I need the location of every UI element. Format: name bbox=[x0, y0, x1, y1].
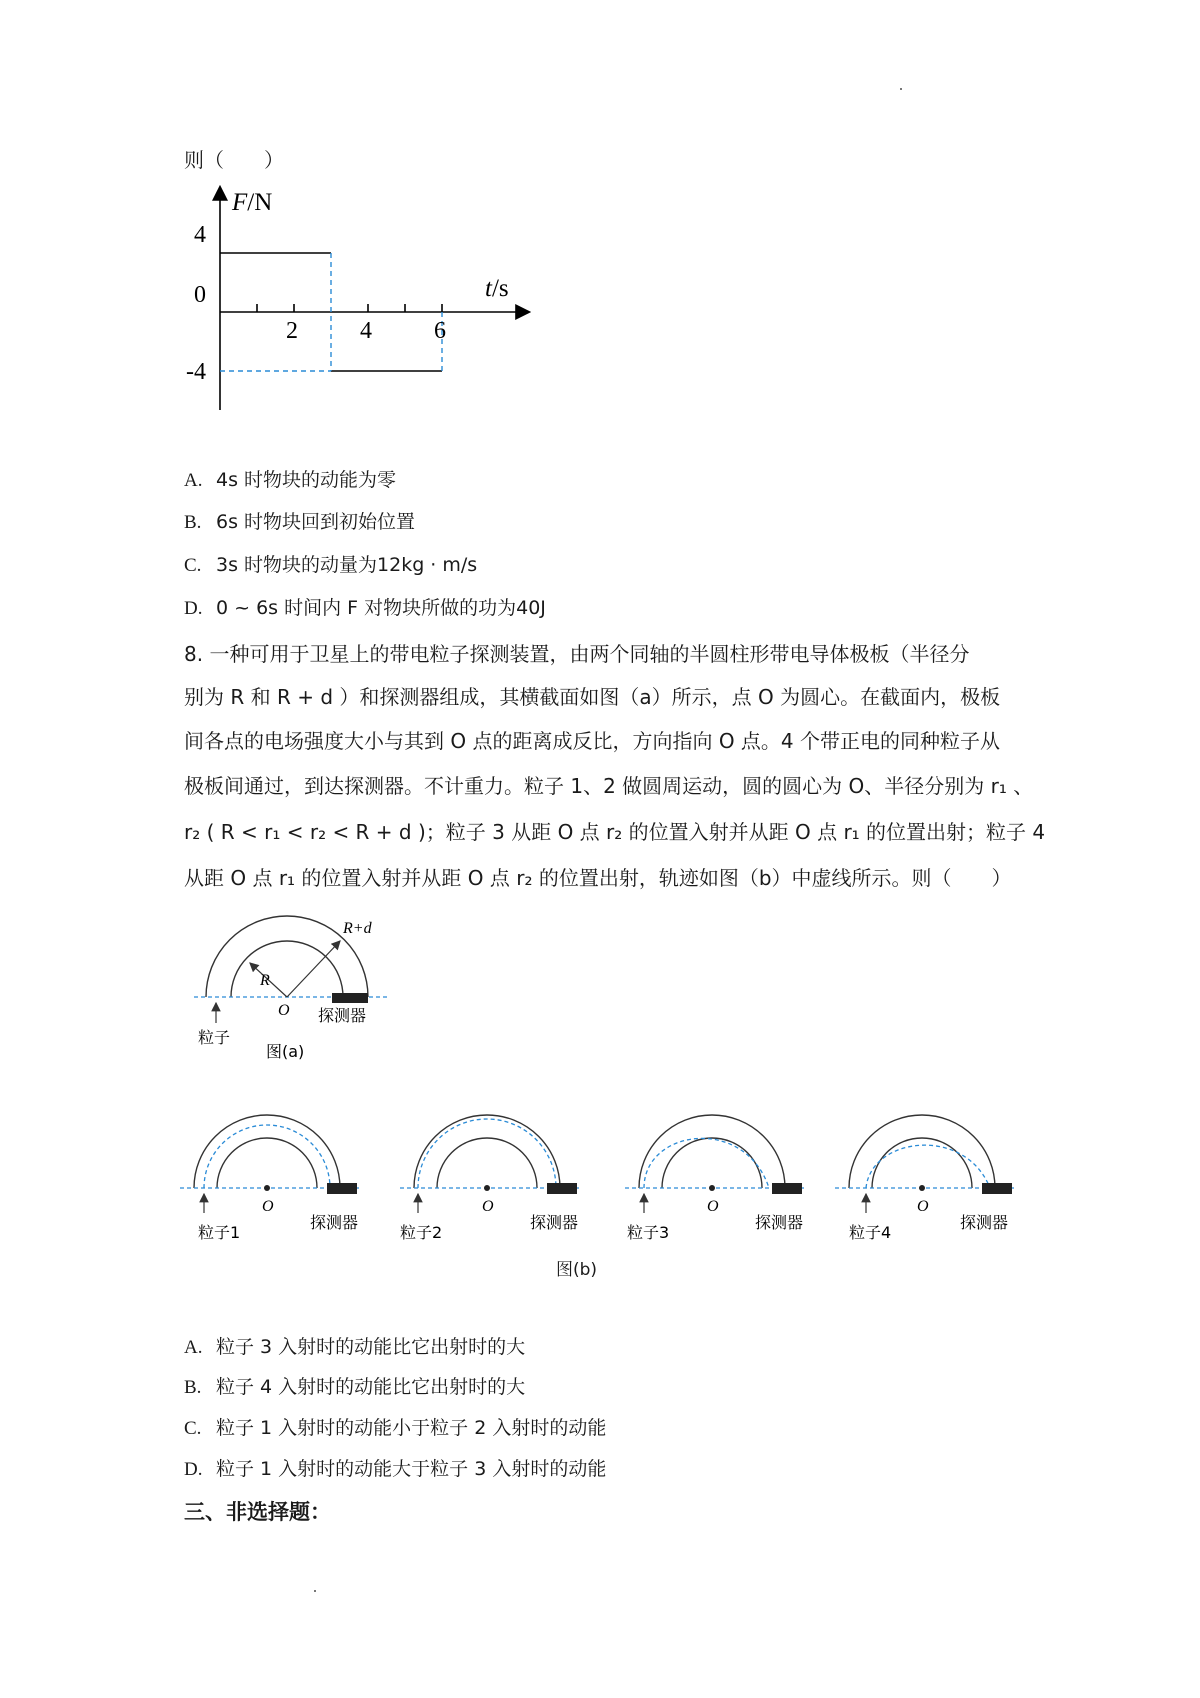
q8-stem-line-1: 8. 一种可用于卫星上的带电粒子探测装置，由两个同轴的半圆柱形带电导体极板（半径分 bbox=[184, 642, 970, 666]
label-O: O bbox=[917, 1198, 929, 1215]
label-detector: 探测器 bbox=[755, 1213, 804, 1232]
q8-figure-b-caption: 图(b) bbox=[556, 1260, 598, 1280]
q7-option-d[interactable]: D. 0 ~ 6s 时间内 F 对物块所做的功为40J bbox=[184, 597, 546, 619]
q7-force-time-graph bbox=[180, 180, 560, 420]
q8-stem-line-4: 极板间通过，到达探测器。不计重力。粒子 1、2 做圆周运动，圆的圆心为 O、半径分别为 r₁ 、 bbox=[184, 774, 1034, 798]
section-3-heading: 三、非选择题： bbox=[184, 1500, 331, 1524]
label-O: O bbox=[278, 1002, 290, 1019]
label-particle: 粒子 bbox=[198, 1028, 231, 1047]
label-detector: 探测器 bbox=[530, 1213, 579, 1232]
label-detector: 探测器 bbox=[960, 1213, 1009, 1232]
detector-block bbox=[772, 1183, 802, 1194]
label-detector: 探测器 bbox=[310, 1213, 359, 1232]
q7-option-c[interactable]: C. 3s 时物块的动量为12kg · m/s bbox=[184, 554, 478, 576]
q8-figure-b-panel-4 bbox=[835, 1105, 1035, 1255]
x-tick-2: 2 bbox=[286, 318, 298, 344]
label-O: O bbox=[482, 1198, 494, 1215]
y-tick-minus4: -4 bbox=[186, 359, 206, 385]
label-particle-4: 粒子4 bbox=[849, 1223, 892, 1242]
q8-stem-line-3: 间各点的电场强度大小与其到 O 点的距离成反比，方向指向 O 点。4 个带正电的同种粒子从 bbox=[184, 729, 1000, 753]
x-tick-4: 4 bbox=[360, 318, 372, 344]
q7-option-b[interactable]: B. 6s 时物块回到初始位置 bbox=[184, 511, 416, 533]
detector-block bbox=[327, 1183, 357, 1194]
q8-figure-b-panel-2 bbox=[400, 1105, 600, 1255]
label-O: O bbox=[707, 1198, 719, 1215]
q8-figure-b-panel-3 bbox=[625, 1105, 825, 1255]
x-axis-label: t/s bbox=[485, 275, 509, 302]
q8-option-a[interactable]: A. 粒子 3 入射时的动能比它出射时的大 bbox=[184, 1336, 526, 1358]
q8-option-b[interactable]: B. 粒子 4 入射时的动能比它出射时的大 bbox=[184, 1376, 526, 1398]
y-axis-label: F/N bbox=[232, 189, 273, 216]
label-R-plus-d: R+d bbox=[343, 920, 372, 937]
label-particle-3: 粒子3 bbox=[627, 1223, 670, 1242]
detector-block bbox=[547, 1183, 577, 1194]
detector-block bbox=[982, 1183, 1012, 1194]
label-O: O bbox=[262, 1198, 274, 1215]
q7-stem-tail: 则（ ） bbox=[184, 148, 284, 172]
q8-option-d[interactable]: D. 粒子 1 入射时的动能大于粒子 3 入射时的动能 bbox=[184, 1458, 607, 1480]
q8-stem-line-6: 从距 O 点 r₁ 的位置入射并从距 O 点 r₂ 的位置出射，轨迹如图（b）中虚线所示。则（ ） bbox=[184, 866, 1012, 890]
y-tick-4: 4 bbox=[194, 222, 206, 248]
caption-a: 图(a) bbox=[266, 1042, 305, 1061]
detector-block bbox=[332, 993, 368, 1003]
label-R: R bbox=[260, 972, 270, 989]
y-tick-0: 0 bbox=[194, 282, 206, 308]
x-tick-marks bbox=[257, 304, 442, 312]
q7-option-a[interactable]: A. 4s 时物块的动能为零 bbox=[184, 469, 397, 491]
q8-figure-a bbox=[180, 915, 420, 1070]
speck bbox=[314, 1590, 316, 1592]
q8-option-c[interactable]: C. 粒子 1 入射时的动能小于粒子 2 入射时的动能 bbox=[184, 1417, 607, 1439]
speck bbox=[900, 88, 902, 90]
label-particle-1: 粒子1 bbox=[198, 1223, 241, 1242]
q8-figure-b-panel-1 bbox=[180, 1105, 380, 1255]
x-tick-6: 6 bbox=[434, 318, 446, 344]
q8-stem-line-2: 别为 R 和 R + d ）和探测器组成，其横截面如图（a）所示，点 O 为圆心。在截面内，极板 bbox=[184, 685, 1001, 709]
label-particle-2: 粒子2 bbox=[400, 1223, 443, 1242]
q8-stem-line-5: r₂ ( R < r₁ < r₂ < R + d )；粒子 3 从距 O 点 r₂ 的位置入射并从距 O 点 r₁ 的位置出射；粒子 4 bbox=[184, 820, 1046, 844]
label-detector: 探测器 bbox=[318, 1006, 367, 1025]
